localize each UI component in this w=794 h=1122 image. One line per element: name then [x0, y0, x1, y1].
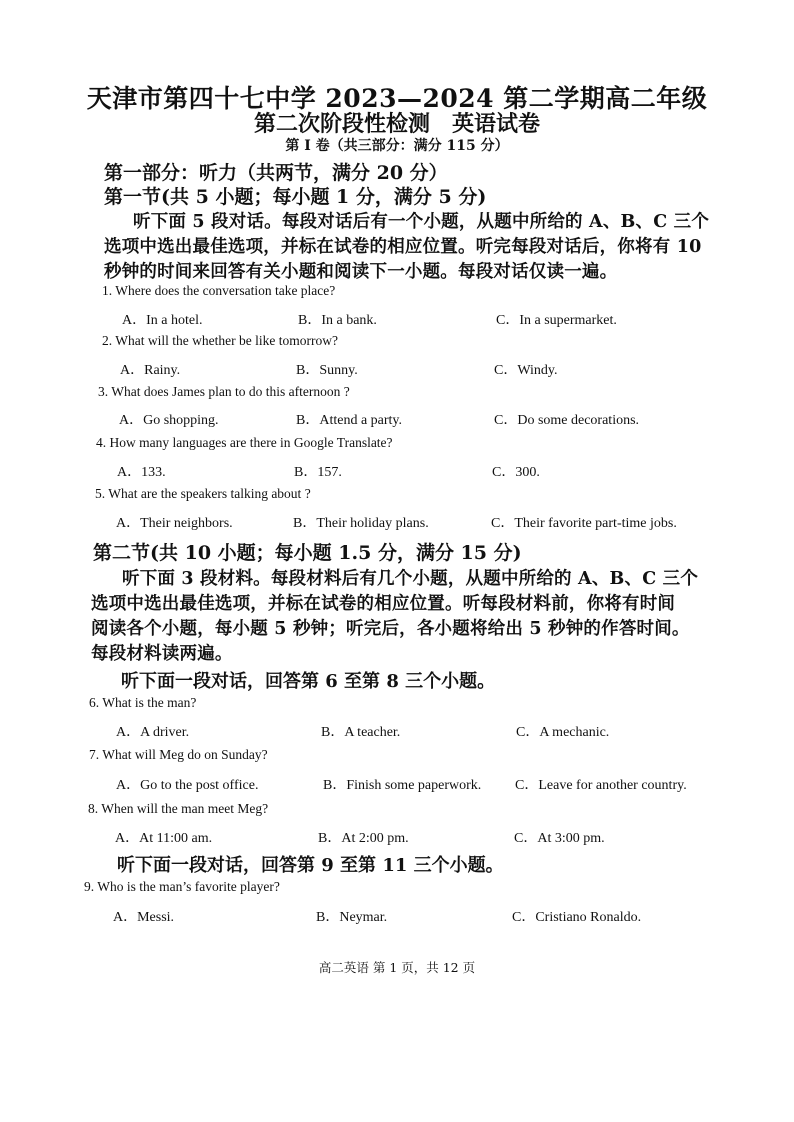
option-b[interactable]: B．A teacher. — [321, 725, 401, 740]
section2-instruction-line: 每段材料读两遍。 — [91, 644, 233, 664]
option-b[interactable]: B．157. — [294, 465, 342, 480]
question-number: 1. — [102, 283, 113, 298]
group2-heading: 听下面一段对话，回答第 9 至第 11 三个小题。 — [117, 855, 504, 876]
question-number: 4. — [96, 435, 107, 450]
question-number: 9. — [84, 879, 95, 894]
exam-subtitle-left: 第二次阶段性检测 — [253, 111, 430, 137]
exam-title: 天津市第四十七中学 2023—2024 第二学期高二年级 — [86, 84, 708, 113]
question-5 — [95, 486, 311, 502]
page-footer: 高二英语 第 1 页，共 12 页 — [318, 960, 476, 975]
section2-instruction-line: 阅读各个小题，每小题 5 秒钟；听完后，各小题将给出 5 秒钟的作答时间。 — [91, 619, 690, 639]
option-b[interactable]: B．At 2:00 pm. — [318, 831, 409, 846]
question-number: 8. — [88, 801, 99, 816]
option-b[interactable]: B．In a bank. — [298, 313, 377, 328]
option-a[interactable]: A．Rainy. — [120, 363, 181, 378]
option-a[interactable]: A．133. — [117, 465, 166, 480]
option-c[interactable]: C．Leave for another country. — [515, 778, 687, 793]
question-number: 7. — [89, 747, 100, 762]
group1-heading: 听下面一段对话，回答第 6 至第 8 三个小题。 — [121, 671, 496, 692]
option-b[interactable]: B．Attend a party. — [296, 413, 403, 428]
option-c[interactable]: C．At 3:00 pm. — [514, 831, 605, 846]
option-a[interactable]: A．Their neighbors. — [116, 516, 233, 531]
question-text: What will the whether be like tomorrow? — [115, 333, 338, 348]
exam-volume-note: 第 I 卷（共三部分：满分 115 分） — [285, 138, 509, 154]
question-text: What does James plan to do this afternoon ? — [111, 384, 350, 399]
section1-instruction-line: 听下面 5 段对话。每段对话后有一个小题，从题中所给的 A、B、C 三个 — [133, 212, 710, 232]
section1-heading: 第一节(共 5 小题；每小题 1 分，满分 5 分) — [104, 186, 487, 208]
question-number: 5. — [95, 486, 106, 501]
option-b[interactable]: B．Their holiday plans. — [293, 516, 429, 531]
question-2 — [102, 333, 338, 349]
section2-instruction-line: 选项中选出最佳选项，并标在试卷的相应位置。听每段材料前，你将有时间 — [91, 594, 676, 614]
option-c[interactable]: C．Windy. — [494, 363, 558, 378]
option-a[interactable]: A．Go to the post office. — [116, 778, 259, 793]
option-c[interactable]: C．Do some decorations. — [494, 413, 640, 428]
section1-instruction-line: 选项中选出最佳选项，并标在试卷的相应位置。听完每段对话后，你将有 10 — [104, 237, 702, 257]
question-text: What is the man? — [102, 695, 197, 710]
option-c[interactable]: C．Cristiano Ronaldo. — [512, 910, 642, 925]
question-text: When will the man meet Meg? — [101, 801, 269, 816]
question-text: What will Meg do on Sunday? — [102, 747, 268, 762]
part1-heading: 第一部分：听力（共两节，满分 20 分） — [104, 162, 448, 184]
option-a[interactable]: A．A driver. — [116, 725, 190, 740]
question-3 — [98, 384, 350, 400]
question-text: How many languages are there in Google Translate? — [109, 435, 393, 450]
exam-subtitle-right: 英语试卷 — [452, 111, 541, 137]
question-4 — [96, 435, 393, 451]
section1-instruction-line: 秒钟的时间来回答有关小题和阅读下一小题。每段对话仅读一遍。 — [104, 262, 618, 282]
question-text: What are the speakers talking about ? — [108, 486, 311, 501]
question-8 — [88, 801, 268, 817]
option-c[interactable]: C．A mechanic. — [516, 725, 610, 740]
option-c[interactable]: C．300. — [492, 465, 540, 480]
question-6 — [89, 695, 196, 711]
option-b[interactable]: B．Sunny. — [296, 363, 358, 378]
option-a[interactable]: A．Messi. — [113, 910, 175, 925]
section2-instruction-line: 听下面 3 段材料。每段材料后有几个小题，从题中所给的 A、B、C 三个 — [122, 569, 699, 589]
option-a[interactable]: A．Go shopping. — [119, 413, 219, 428]
exam-subtitle — [0, 107, 794, 138]
section2-heading: 第二节(共 10 小题；每小题 1.5 分，满分 15 分) — [93, 542, 522, 564]
question-number: 2. — [102, 333, 113, 348]
question-7 — [89, 747, 268, 763]
option-b[interactable]: B．Finish some paperwork. — [323, 778, 482, 793]
question-1 — [102, 283, 335, 299]
option-b[interactable]: B．Neymar. — [316, 910, 388, 925]
option-c[interactable]: C．Their favorite part-time jobs. — [491, 516, 677, 531]
option-c[interactable]: C．In a supermarket. — [496, 313, 617, 328]
option-a[interactable]: A．In a hotel. — [122, 313, 203, 328]
option-a[interactable]: A．At 11:00 am. — [115, 831, 213, 846]
question-number: 6. — [89, 695, 100, 710]
question-text: Who is the man’s favorite player? — [97, 879, 280, 894]
question-9 — [84, 879, 280, 895]
question-text: Where does the conversation take place? — [115, 283, 336, 298]
question-number: 3. — [98, 384, 109, 399]
